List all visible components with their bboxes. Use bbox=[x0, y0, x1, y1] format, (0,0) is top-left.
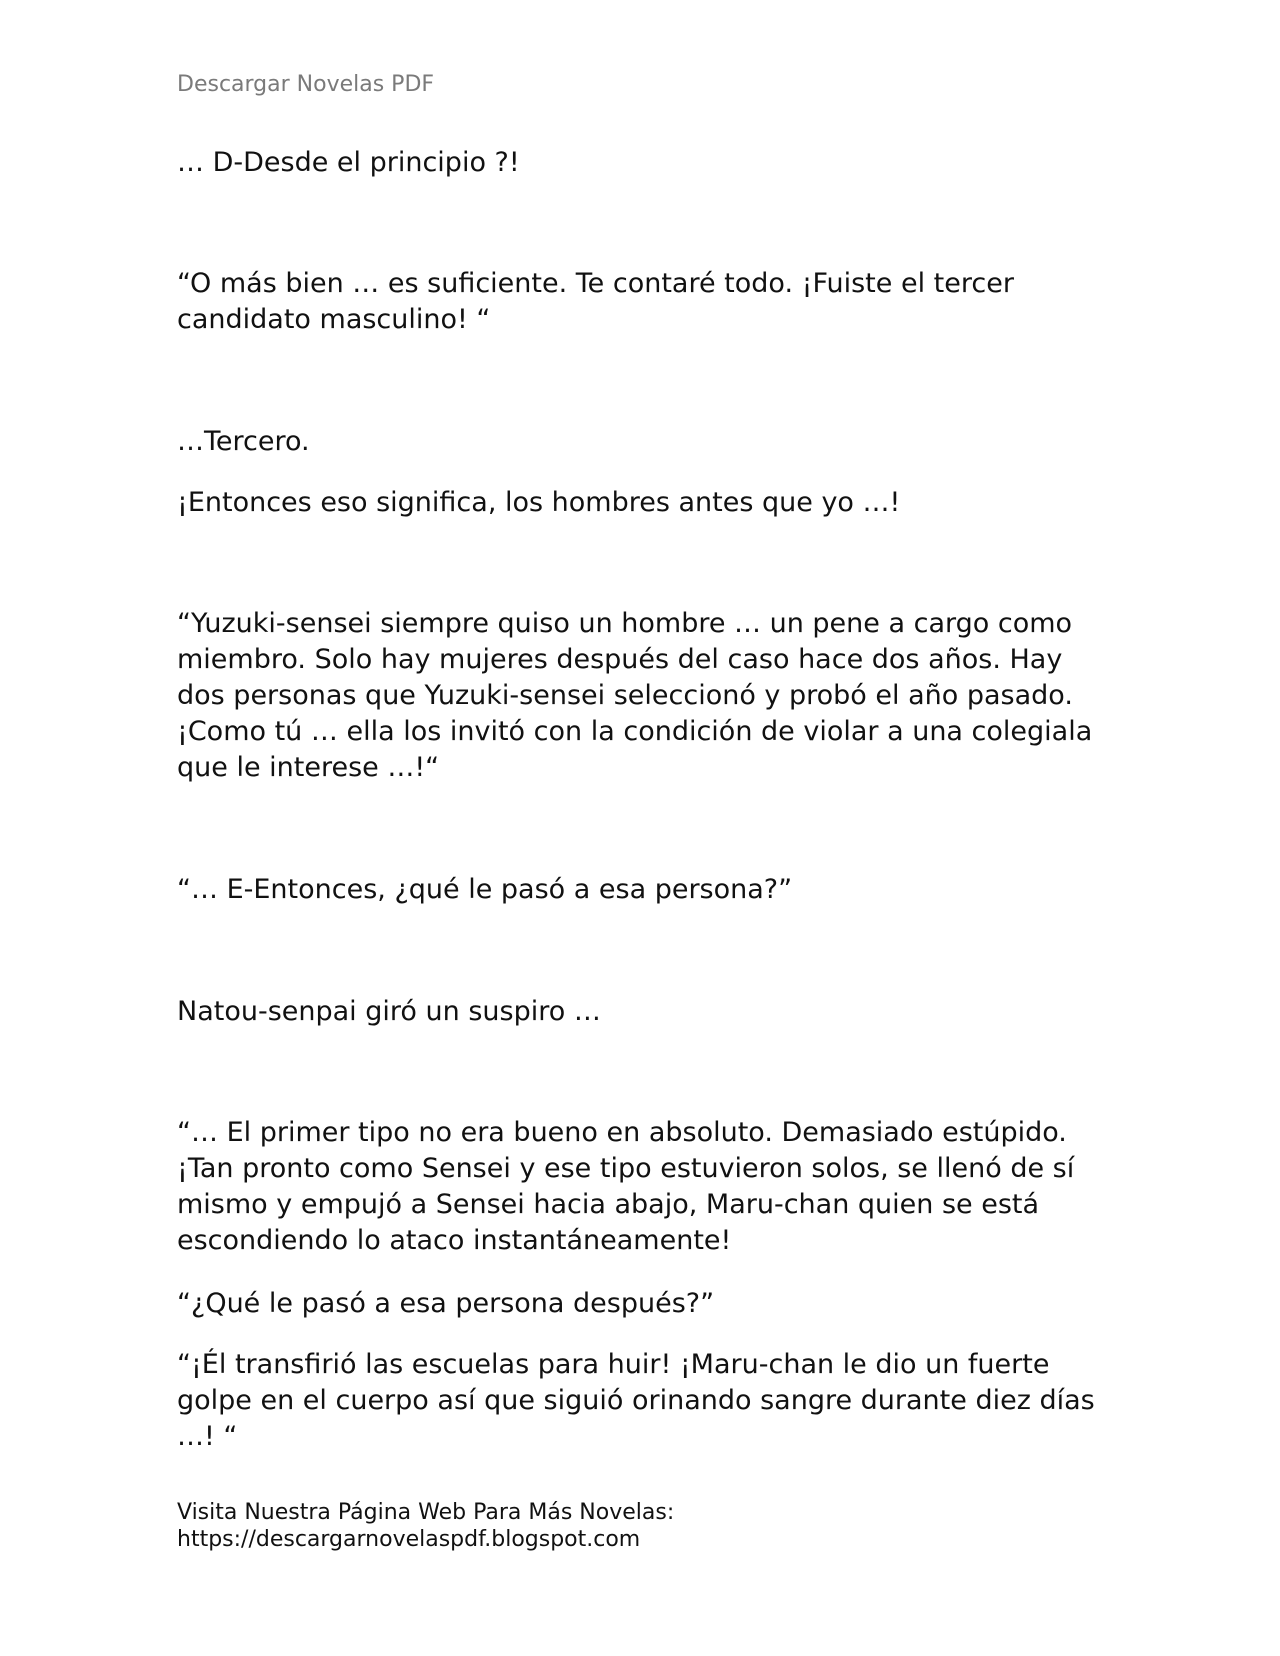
footer-text: Visita Nuestra Página Web Para Más Novelas: bbox=[177, 1500, 675, 1525]
paragraph-5: “Yuzuki-sensei siempre quiso un hombre … un pene a cargo como miembro. Solo hay mujeres después del caso hace dos años. Hay dos personas que Yuzuki-sensei seleccionó y probó el año pasado. ¡Como tú … ella los invitó con la condición de violar a una colegiala que le interese …!“ bbox=[177, 608, 1093, 783]
page-footer bbox=[177, 1499, 1107, 1553]
paragraph-8: “… El primer tipo no era bueno en absoluto. Demasiado estúpido. ¡Tan pronto como Sensei y ese tipo estuvieron solos, se llenó de sí mismo y empujó a Sensei hacia abajo, Maru-chan quien se está escondiendo lo ataco instantáneamente! bbox=[177, 1117, 1075, 1256]
paragraph-1: … D-Desde el principio ?! bbox=[177, 147, 520, 178]
paragraph-6: “… E-Entonces, ¿qué le pasó a esa persona?” bbox=[177, 874, 793, 905]
paragraph-2: “O más bien … es suficiente. Te contaré todo. ¡Fuiste el tercer candidato masculino! “ bbox=[177, 268, 1014, 335]
footer-url: https://descargarnovelaspdf.blogspot.com bbox=[177, 1527, 641, 1552]
paragraph-4: ¡Entonces eso significa, los hombres antes que yo …! bbox=[177, 487, 901, 518]
paragraph-7: Natou-senpai giró un suspiro … bbox=[177, 996, 601, 1027]
page-header: Descargar Novelas PDF bbox=[177, 72, 435, 97]
paragraph-9: “¿Qué le pasó a esa persona después?” bbox=[177, 1288, 715, 1319]
paragraph-3: …Tercero. bbox=[177, 426, 310, 457]
paragraph-10: “¡Él transfirió las escuelas para huir! ¡Maru-chan le dio un fuerte golpe en el cuerpo así que siguió orinando sangre durante diez días …! “ bbox=[177, 1349, 1095, 1452]
